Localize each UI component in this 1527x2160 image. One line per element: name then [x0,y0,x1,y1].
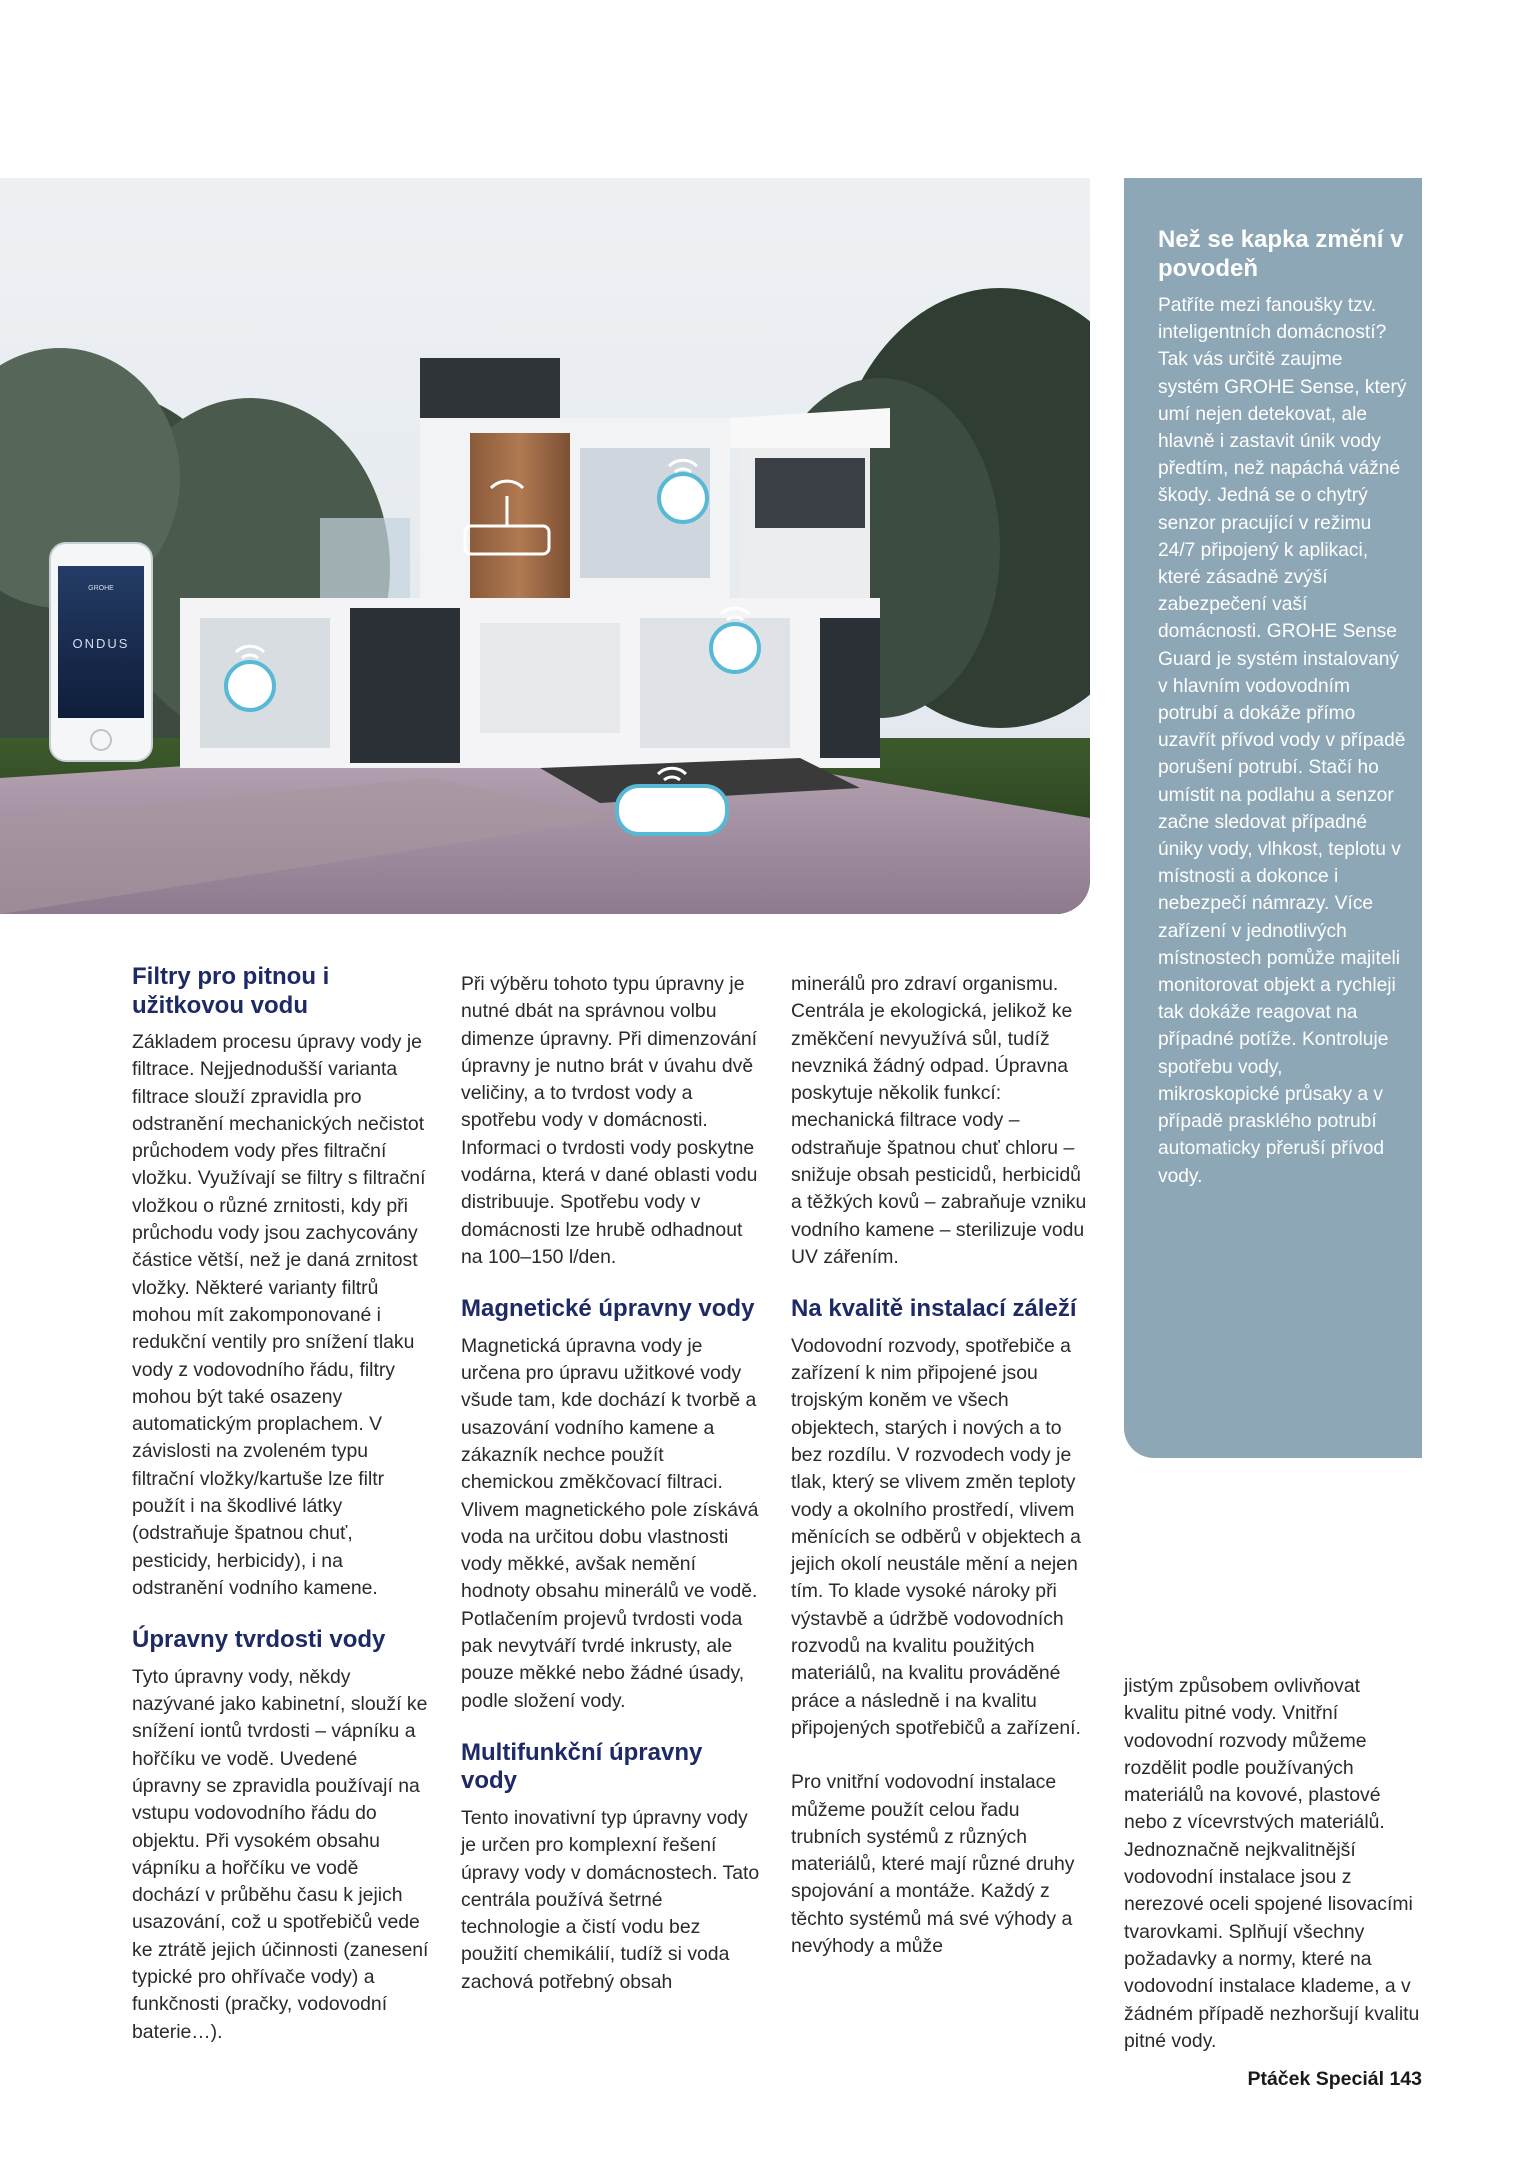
phone-app-subtitle: GROHE [88,585,114,592]
paragraph: Pro vnitřní vodovodní instalace můžeme použít celou řadu trubních systémů z různých materiálů, které mají různé druhy spojování a montáže. Každý z těchto systémů má své výhody a nevýhody a může [791,1771,1075,1957]
paragraph: Tyto úpravny vody, někdy nazývané jako kabinetní, slouží ke snížení iontů tvrdosti – vápníku a hořčíku ve vodě. Uvedené úpravny se zpravidla používají na vstupu vodovodního řádu do objektu. Při vysokém obsahu vápníku a hořčíku ve vodě dochází v průběhu času k jejich usazování, což u spotřebičů vede ke ztrátě jejich účinnosti (zanesení typické pro ohřívače vody) a funkčnosti (pračky, vodovodní baterie…). [132,1665,429,2043]
publication-name: Ptáček Speciál [1247,2068,1385,2090]
paragraph: Magnetická úpravna vody je určena pro úpravu užitkové vody všude tam, kde dochází k tvorbě a usazování vodního kamene a zákazník nechce použít chemickou změkčovací filtraci. Vlivem magnetického pole získává voda na určitou dobu vlastnosti vody měkké, avšak nemění hodnoty obsahu minerálů ve vodě. Potlačením projevů tvrdosti voda pak nevytváří tvrdé inkrusty, ale pouze měkké nebo žádné úsady, podle složení vody. [461,1334,759,1712]
page-number: 143 [1389,2068,1422,2090]
sidebar-box [1124,178,1422,1458]
column-3 [791,971,1093,1960]
page-footer [1247,2068,1422,2091]
heading-filters: Filtry pro pitnou i užitkovou vodu [132,963,330,1019]
column-2 [461,971,761,1996]
heading-magnetic: Magnetické úpravny vody [461,1295,755,1323]
phone-app-name: ONDUS [72,636,130,651]
hero-image [0,178,1090,914]
heading-quality: Na kvalitě instalací záleží [791,1295,1077,1323]
smartphone [50,543,152,761]
heading-multifunction: Multifunkční úpravny vody [461,1738,703,1795]
sidebar-text: Patříte mezi fanoušky tzv. inteligentních domácností? Tak vás určitě zaujme systém GROHE Sense, který umí nejen detekovat, ale hlavně i zastavit únik vody předtím, než napáchá vážné škody. Jedná se o chytrý senzor pracující v režimu 24/7 připojený k aplikaci, které zásadně zvýší zabezpečení vaší domácnosti. GROHE Sense Guard je systém instalovaný v hlavním vodovodním potrubí a dokáže přímo uzavřít přívod vody v případě porušení potrubí. Stačí ho umístit na podlahu a senzor začne sledovat případné úniky vody, vlhkost, teplotu v místnosti a dokonce i nebezpečí námrazy. Více zařízení v jednotlivých místnostech pomůže majiteli monitorovat objekt a rychleji tak dokáže reagovat na případné potíže. Kontroluje spotřebu vody, mikroskopické průsaky a v případě prasklého potrubí automaticky přeruší přívod vody. [1158,295,1407,1187]
paragraph: Vodovodní rozvody, spotřebiče a zařízení k nim připojené jsou trojským koněm ve všech objektech, starých i nových a to bez rozdílu. V rozvodech vody je tlak, který se vlivem změn teploty vody a okolního prostředí, vlivem měnících se odběrů v objektech a jejich okolí neustále mění a nejen tím. To klade vysoké nároky při výstavbě a údržbě vodovodních rozvodů na kvalitu použitých materiálů, na kvalitu prováděné práce a následně i na kvalitu připojených spotřebičů a zařízení. [791,1334,1081,1739]
paragraph: Základem procesu úpravy vody je filtrace. Nejjednodušší varianta filtrace slouží zpravidla pro odstranění mechanických nečistot průchodem vody přes filtrační vložku. Využívají se filtry s filtrační vložkou o různé zrnitosti, kdy při průchodu vody jsou zachycovány částice větší, než je daná zrnitost vložky. Některé varianty filtrů mohou mít zakomponované i redukční ventily pro snížení tlaku vody z vodovodního řádu, filtry mohou být také osazeny automatickým proplachem. V závislosti na zvoleném typu filtrační vložky/kartuše lze filtr použít i na škodlivé látky (odstraňuje špatnou chuť, pesticidy, herbicidy), i na odstranění vodního kamene. [132,1031,426,1599]
heading-hardness: Úpravny tvrdosti vody [132,1626,386,1654]
paragraph: minerálů pro zdraví organismu. Centrála je ekologická, jelikož ke změkčení nevyužívá sůl, tudíž nevzniká žádný odpad. Úpravna poskytuje několik funkcí: mechanická filtrace vody – odstraňuje špatnou chuť chloru – snižuje obsah pesticidů, herbicidů a těžkých kovů – zabraňuje vzniku vodního kamene – sterilizuje vodu UV zářením. [791,973,1087,1268]
paragraph: Při výběru tohoto typu úpravny je nutné dbát na správnou volbu dimenze úpravny. Při dimenzování úpravny je nutno brát v úvahu dvě veličiny, a to tvrdost vody a spotřebu vody v domácnosti. Informaci o tvrdosti vody poskytne vodárna, která v dané oblasti vodu distribuuje. Spotřebu vody v domácnosti lze hrubě odhadnout na 100–150 l/den. [461,973,758,1268]
paragraph: Tento inovativní typ úpravny vody je určen pro komplexní řešení úpravy vody v domácnostech. Tato centrála používá šetrné technologie a čistí vodu bez použití chemikálií, tudíž si voda zachová potřebný obsah [461,1806,760,1993]
column-1 [132,963,430,2046]
paragraph: jistým způsobem ovlivňovat kvalitu pitné vody. Vnitřní vodovodní rozvody můžeme rozdělit podle používaných materiálů na kovové, plastové nebo z vícevrstvých materiálů. Jednoznačně nejkvalitnější vodovodní instalace jsou z nerezové oceli spojené lisovacími tvarovkami. Splňují všechny požadavky a normy, které na vodovodní instalace klademe, a v žádném případě nezhoršují kvalitu pitné vody. [1124,1675,1420,2052]
column-4 [1124,1673,1420,2055]
smart-house-illustration [0,178,1090,914]
sidebar-title: Než se kapka změní v povodeň [1158,226,1404,282]
